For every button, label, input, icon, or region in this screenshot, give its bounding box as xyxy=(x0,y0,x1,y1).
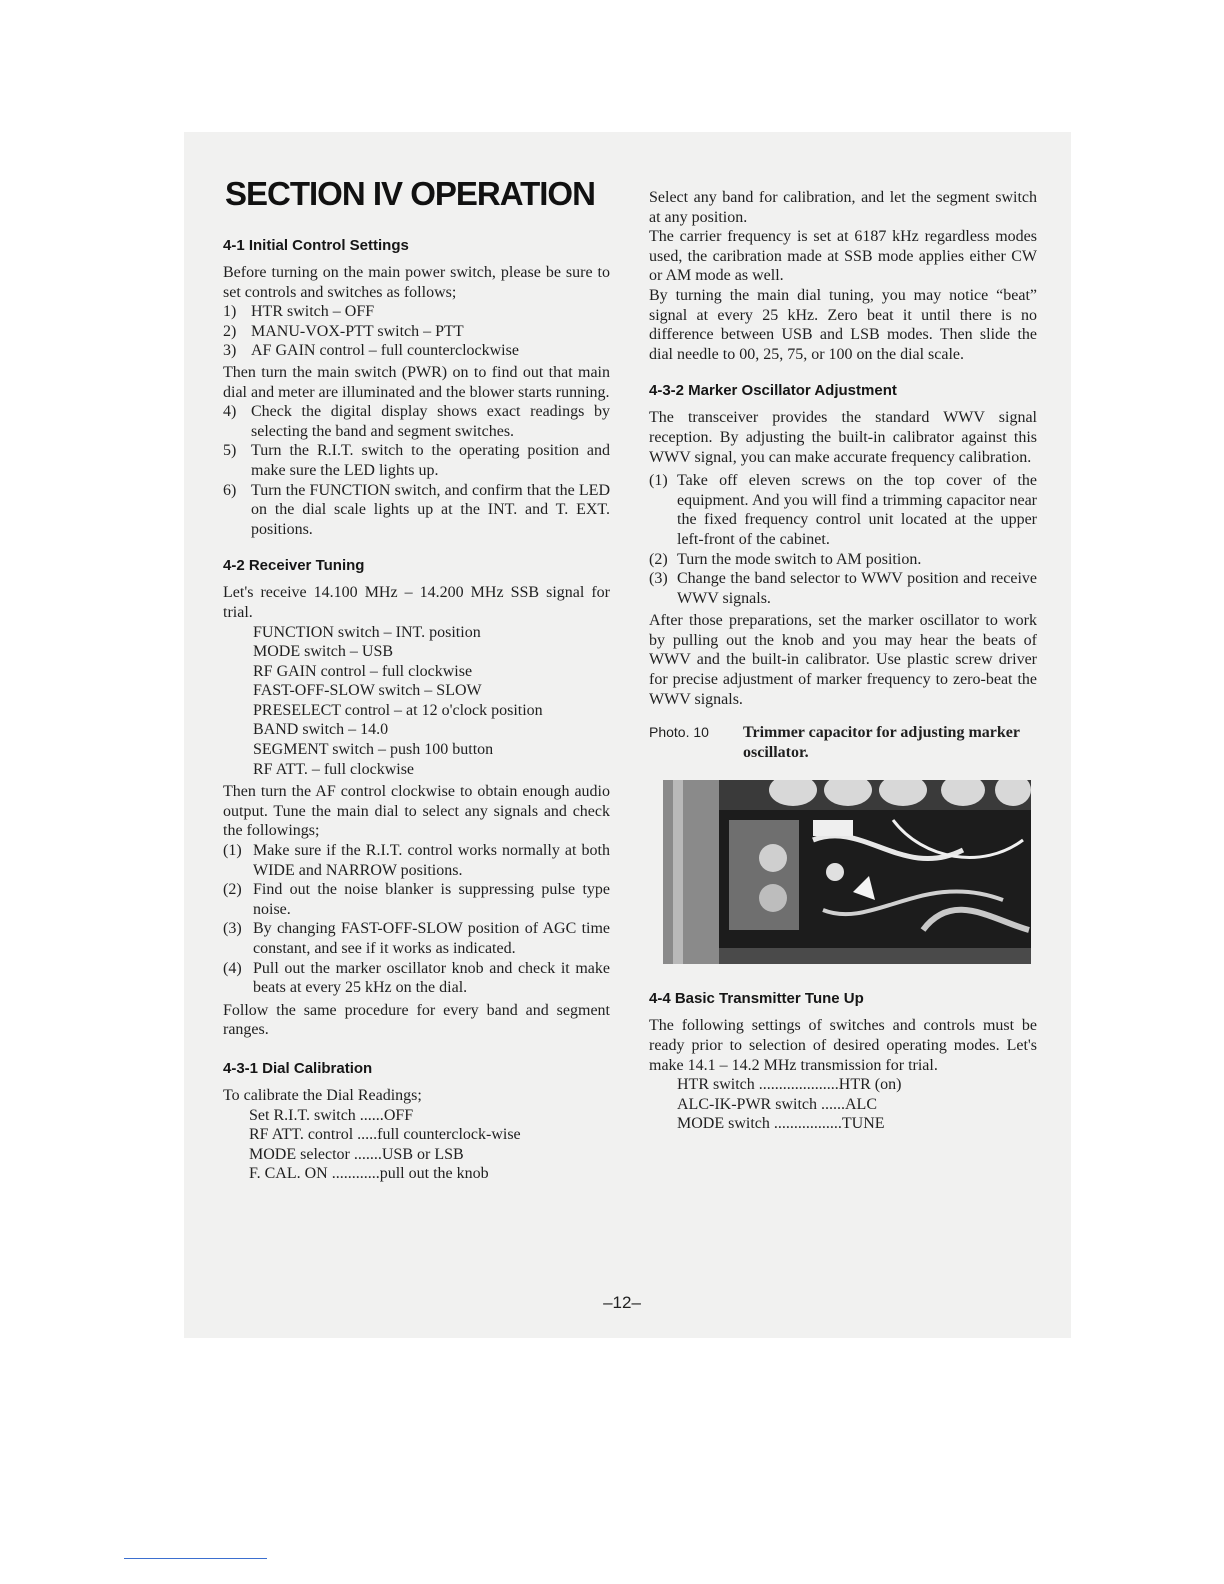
step-list xyxy=(223,302,610,361)
step-list xyxy=(649,471,1037,608)
photo-image xyxy=(663,780,1031,964)
list-item: 3) AF GAIN control – full counterclockwise xyxy=(223,342,519,360)
list-item: PRESELECT control – at 12 o'clock position xyxy=(253,701,543,719)
settings-list xyxy=(223,623,610,780)
list-item: MODE selector ....... USB or LSB xyxy=(249,1145,464,1163)
transmitter-settings xyxy=(649,1075,1037,1134)
list-item: RF ATT. control ..... full counterclock-wise xyxy=(249,1126,521,1144)
paragraph: The following settings of switches and controls must be ready prior to selection of desired operating modes. Let's make 14.1 – 14.2 MHz transmission for trial. xyxy=(649,1017,1037,1074)
photo-label: Photo. 10 xyxy=(649,724,709,741)
heading-4-3-1: 4-3-1 Dial Calibration xyxy=(223,1059,373,1077)
trimmer-capacitor-photo xyxy=(663,780,1031,964)
heading-4-2: 4-2 Receiver Tuning xyxy=(223,557,365,575)
list-item: F. CAL. ON ............ pull out the knob xyxy=(249,1165,489,1183)
section-title: SECTION IV OPERATION xyxy=(225,175,595,212)
paragraph: Then turn the AF control clockwise to obtain enough audio output. Tune the main dial to select any signals and check the followings; xyxy=(223,783,610,840)
heading-4-4: 4-4 Basic Transmitter Tune Up xyxy=(649,990,864,1008)
photo-caption xyxy=(649,723,1037,762)
list-item: 4) Check the digital display shows exact readings by selecting the band and segment switches. xyxy=(223,403,610,440)
right-column xyxy=(649,188,1037,1134)
list-item: RF GAIN control – full clockwise xyxy=(253,662,473,680)
list-item: MODE switch – USB xyxy=(253,643,394,661)
paragraph: Follow the same procedure for every band and segment ranges. xyxy=(223,1001,610,1039)
list-item: (1) Make sure if the R.I.T. control works normally at both WIDE and NARROW positions. xyxy=(223,842,610,879)
calibration-settings xyxy=(223,1106,610,1184)
list-item: (3) By changing FAST-OFF-SLOW position of AGC time constant, and see if it works as indicated. xyxy=(223,920,610,957)
footnote-rule xyxy=(124,1558,267,1559)
heading-4-3-2: 4-3-2 Marker Oscillator Adjustment xyxy=(649,382,897,400)
list-item: 1) HTR switch – OFF xyxy=(223,303,375,321)
list-item: (2) Turn the mode switch to AM position. xyxy=(649,550,922,568)
list-item: BAND switch – 14.0 xyxy=(253,721,389,739)
paragraph: After those preparations, set the marker oscillator to work by pulling out the knob and you may hear the beats of WWV and the built-in calibrator. Use plastic screw driver for precise adjustment of marker frequency to zero-beat the WWV signals. xyxy=(649,612,1037,708)
heading-4-1: 4-1 Initial Control Settings xyxy=(223,237,409,254)
list-item: RF ATT. – full clockwise xyxy=(253,760,415,778)
left-column xyxy=(223,175,610,1184)
list-item: (3) Change the band selector to WWV position and receive WWV signals. xyxy=(649,570,1037,607)
paragraph: To calibrate the Dial Readings; xyxy=(223,1086,422,1104)
paragraph: By turning the main dial tuning, you may notice “beat” signal at every 25 kHz. Zero beat it until there is no difference between USB and LSB modes. Then slide the dial needle to 00, 25, 75, or 100 on the dial scale. xyxy=(649,286,1037,363)
list-item: FUNCTION switch – INT. position xyxy=(253,623,481,641)
step-list xyxy=(223,402,610,539)
list-item: Set R.I.T. switch ...... OFF xyxy=(249,1106,414,1124)
paragraph: Before turning on the main power switch, please be sure to set controls and switches as follows; xyxy=(223,264,610,301)
list-item: 2) MANU-VOX-PTT switch – PTT xyxy=(223,322,464,340)
list-item: (2) Find out the noise blanker is suppressing pulse type noise. xyxy=(223,881,610,918)
list-item: 6) Turn the FUNCTION switch, and confirm that the LED on the dial scale lights up at the INT. and T. EXT. positions. xyxy=(223,481,610,538)
list-item: (4) Pull out the marker oscillator knob and check it make beats at every 25 kHz on the dial. xyxy=(223,959,610,997)
list-item: HTR switch .................... HTR (on) xyxy=(677,1076,902,1094)
list-item: (1) Take off eleven screws on the top cover of the equipment. And you will find a trimming capacitor near the fixed frequency control unit located at the upper left-front of the cabinet. xyxy=(649,472,1037,548)
check-list xyxy=(223,841,610,998)
list-item: FAST-OFF-SLOW switch – SLOW xyxy=(253,682,482,700)
page-number: –12– xyxy=(603,1293,641,1312)
paragraph: Then turn the main switch (PWR) on to find out that main dial and meter are illuminated and the blower starts running. xyxy=(223,363,610,401)
list-item: SEGMENT switch – push 100 button xyxy=(253,741,494,759)
paragraph: Let's receive 14.100 MHz – 14.200 MHz SSB signal for trial. xyxy=(223,584,610,621)
paragraph: Select any band for calibration, and let the segment switch at any position. xyxy=(649,189,1037,226)
photo-caption-text: Trimmer capacitor for adjusting marker oscillator. xyxy=(743,724,1020,761)
paragraph: The carrier frequency is set at 6187 kHz regardless modes used, the caribration made at SSB mode applies either CW or AM mode as well. xyxy=(649,228,1037,285)
list-item: 5) Turn the R.I.T. switch to the operating position and make sure the LED lights up. xyxy=(223,442,610,479)
list-item: ALC-IK-PWR switch ...... ALC xyxy=(677,1095,877,1113)
paragraph: The transceiver provides the standard WWV signal reception. By adjusting the built-in calibrator against this WWV signal, you can make accurate frequency calibration. xyxy=(649,409,1037,466)
list-item: MODE switch ................. TUNE xyxy=(677,1115,885,1133)
